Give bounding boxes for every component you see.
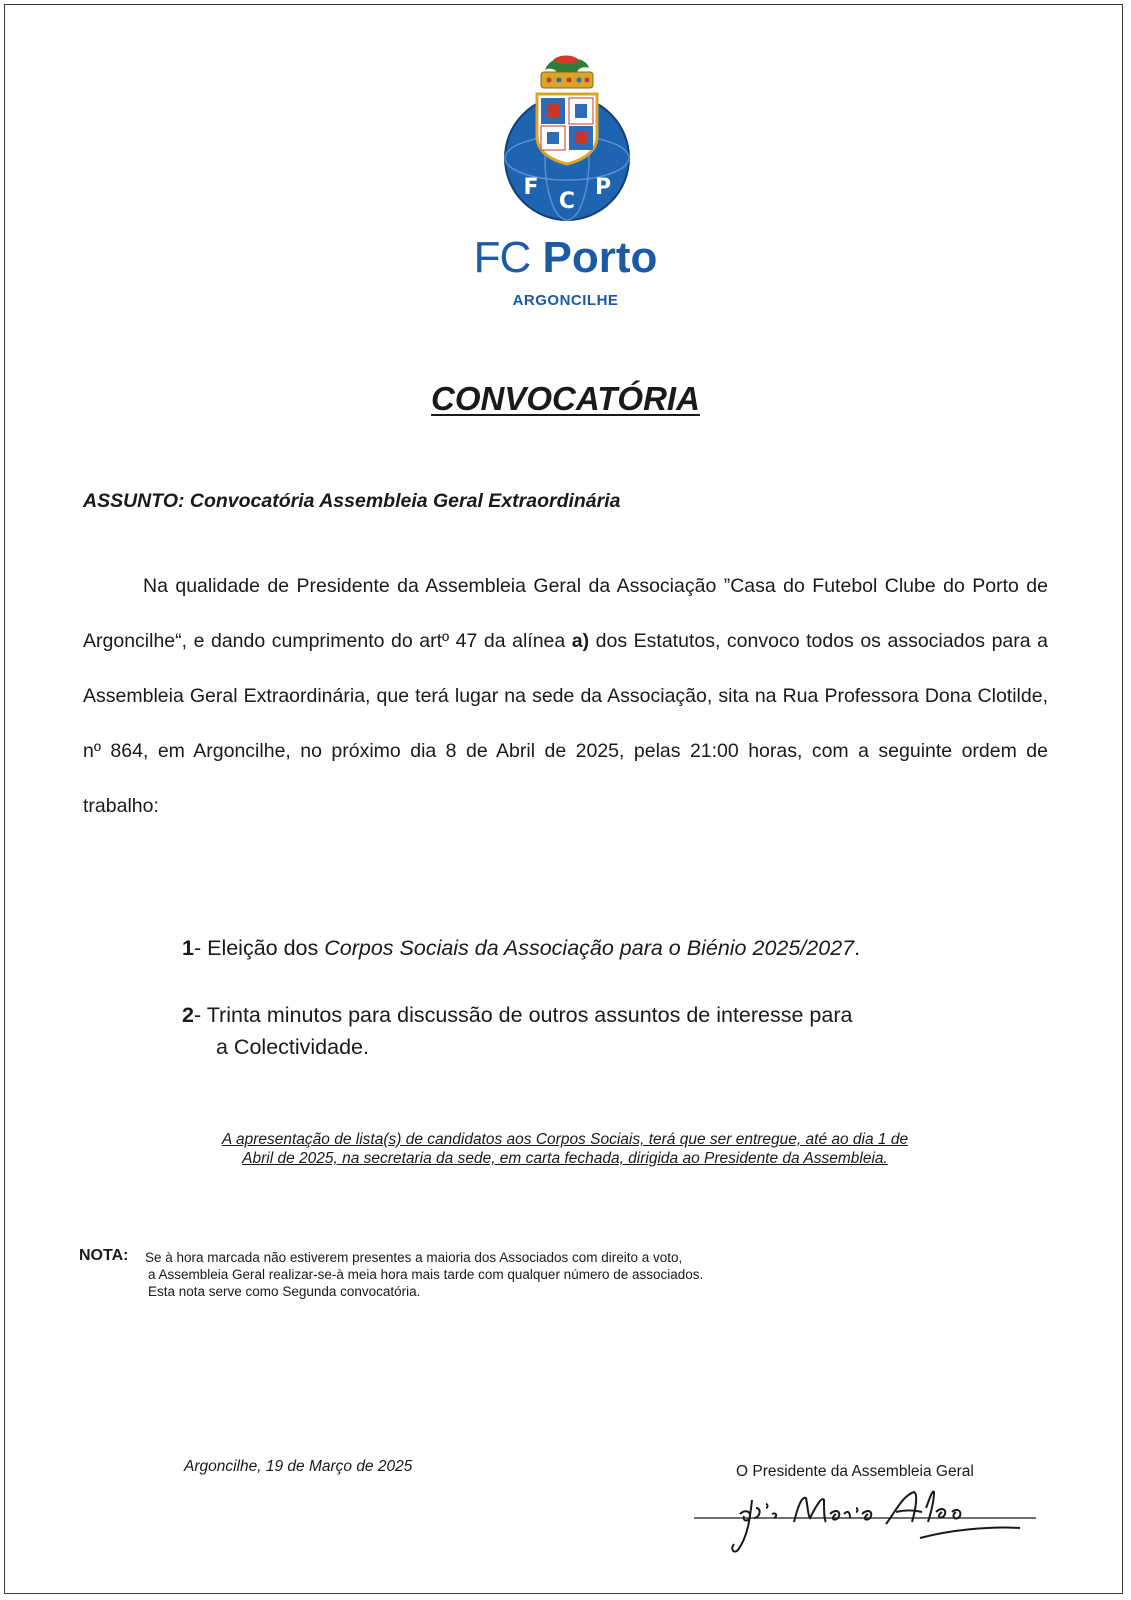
brand-subtitle: ARGONCILHE	[512, 292, 619, 309]
brand-porto: Porto	[542, 233, 658, 282]
document-title: CONVOCATÓRIA	[431, 380, 700, 417]
document-date: Argoncilhe, 19 de Março de 2025	[184, 1458, 413, 1475]
crest-letter-p: P	[594, 175, 612, 200]
agenda-line1: - Trinta minutos para discussão de outros assuntos de interesse para	[193, 1003, 853, 1027]
notice-line2: Abril de 2025, na secretaria da sede, em carta fechada, dirigida ao Presidente da Assembleia.	[242, 1150, 888, 1167]
convocation-body	[83, 559, 1048, 834]
notice-line1: A apresentação de lista(s) de candidatos aos Corpos Sociais, terá que ser entregue, até ao dia 1 de	[221, 1131, 909, 1148]
body-part2: dos Estatutos, convoco todos os associados para a Assembleia Geral Extraordinária, que terá lugar na sede da Associação, sita na Rua Professora Dona Clotilde, nº 864, em Argoncilhe, no próximo dia 8 de Abril de 2025, pelas 21:00 horas, com a seguinte ordem de trabalho:	[83, 630, 1048, 817]
crest-letter-c: C	[558, 189, 576, 214]
brand-fc: FC	[473, 233, 531, 282]
body-part1: Na qualidade de Presidente da Assembleia Geral da Associação ”Casa do Futebol Clube do Porto de Argoncilhe“, e dando cumprimento do artº 47 da alínea	[83, 575, 1048, 652]
nota-label: NOTA:	[79, 1247, 129, 1264]
president-title: O Presidente da Assembleia Geral	[736, 1463, 974, 1480]
agenda-item-1	[182, 932, 962, 964]
nota-line2: a Assembleia Geral realizar-se-à meia hora mais tarde com qualquer número de associados.	[148, 1267, 704, 1282]
agenda-number: 1	[182, 936, 194, 960]
fc-porto-crest-logo	[497, 52, 637, 232]
agenda-number: 2	[182, 1003, 194, 1027]
crest-letter-f: F	[523, 175, 539, 200]
subject-line: ASSUNTO: Convocatória Assembleia Geral Extraordinária	[83, 490, 621, 512]
nota-line1: Se à hora marcada não estiverem presentes a maioria dos Associados com direito a voto,	[145, 1250, 683, 1265]
body-bold-item: a)	[571, 630, 590, 652]
brand-name	[0, 233, 1131, 282]
agenda-line2: a Colectividade.	[216, 1035, 369, 1059]
candidate-list-notice	[130, 1130, 1000, 1168]
agenda-prefix: - Eleição dos	[193, 936, 325, 960]
nota-line3: Esta nota serve como Segunda convocatória.	[148, 1284, 421, 1299]
agenda-item-2	[182, 999, 962, 1063]
nota-text	[145, 1249, 865, 1300]
handwritten-signature	[690, 1478, 1040, 1558]
agenda-suffix: .	[854, 936, 861, 960]
agenda-italic: Corpos Sociais da Associação para o Biénio 2025/2027	[324, 936, 855, 960]
